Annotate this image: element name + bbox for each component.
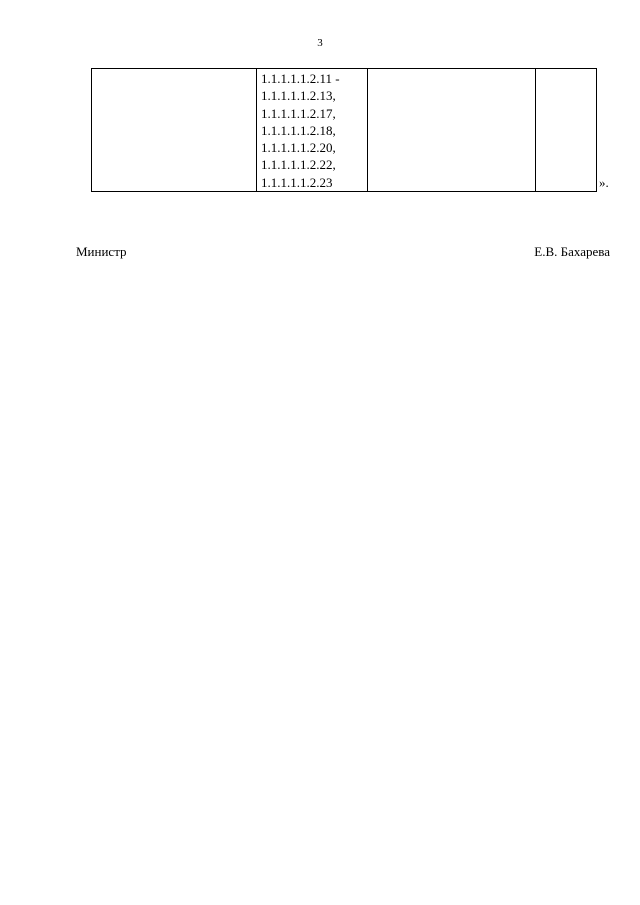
code-line: 1.1.1.1.1.2.20, — [261, 140, 336, 156]
code-line: 1.1.1.1.1.2.22, — [261, 157, 336, 173]
table-cell-empty-1 — [92, 69, 257, 192]
code-line: 1.1.1.1.1.2.13, — [261, 88, 336, 104]
document-table — [91, 68, 597, 192]
signature-name: Е.В. Бахарева — [534, 244, 610, 259]
code-line: 1.1.1.1.1.2.11 - — [261, 71, 340, 86]
page-number: 3 — [317, 37, 323, 49]
code-line: 1.1.1.1.1.2.23 — [261, 174, 333, 190]
table-cell-empty-4 — [536, 69, 597, 192]
code-line: 1.1.1.1.1.2.17, — [261, 105, 336, 121]
table-cell-empty-3 — [368, 69, 536, 192]
signature-role: Министр — [76, 244, 127, 259]
code-line: 1.1.1.1.1.2.18, — [261, 122, 336, 138]
table-cell-codes — [257, 69, 368, 192]
table-row — [92, 69, 597, 192]
closing-quote-mark: ». — [599, 175, 609, 190]
